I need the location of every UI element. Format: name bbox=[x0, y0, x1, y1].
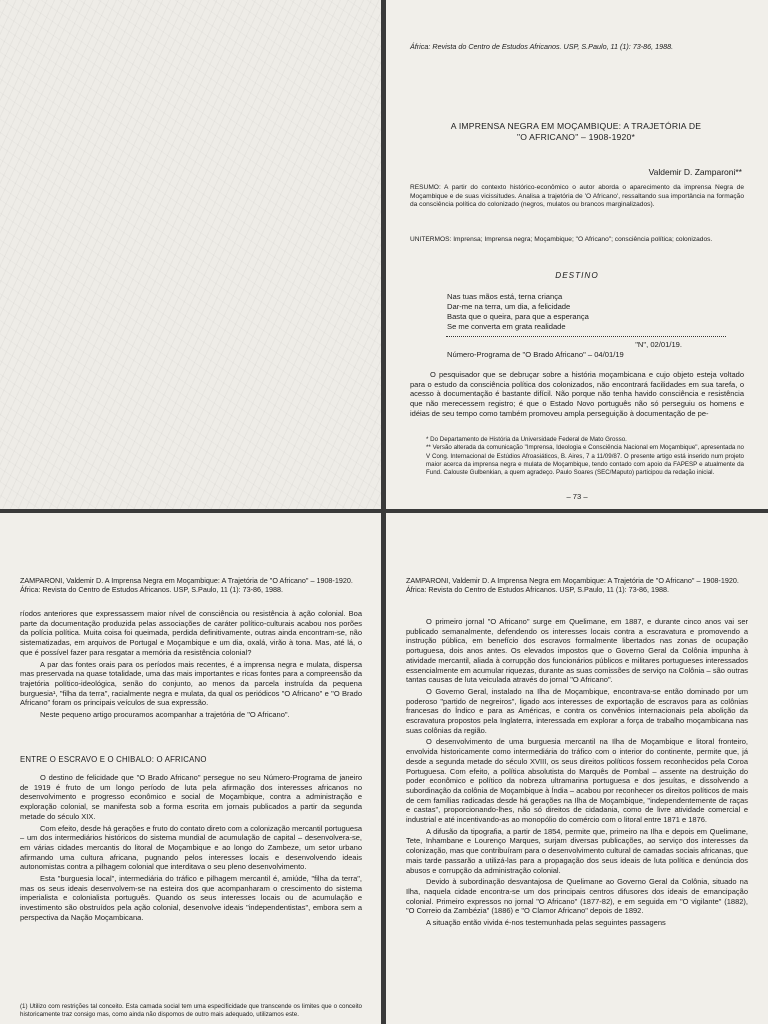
running-head-journal: África: bbox=[410, 42, 431, 51]
footnote: ** Versão alterada da comunicação "Imprensa, Ideologia e Consciência Nacional em Moçambique", apresentada no V Cong. Internacional de Estúdios Afroasiáticos, B. Aires, 7 a 11/09/87. O presente artigo está inserido num projeto maior acerca da imprensa negra e mulata de Moçambique, tendo contado com apoio da FAPESP e atualmente da Fund. Calouste Gulbenkian, a quem agradeço. Paulo Soares (SEC/Maputo) participou da redação inicial. bbox=[426, 444, 744, 477]
poem-line: Se me converta em grata realidade bbox=[447, 322, 566, 331]
footnotes bbox=[410, 436, 744, 477]
author: Valdemir D. Zamparoni** bbox=[648, 167, 742, 177]
paragraph: O primeiro jornal "O Africano" surge em Quelimane, em 1887, e durante cinco anos vai ser publicado semanalmente, defendendo os interesses locais contra a escravatura e promovendo a instrução pública, em benefício dos escravos formalmente libertados nas zonas de ocupação portuguesa, dois anos antes. Os elevados impostos que o Governo Geral da Colônia impunha à atividade mercantil, aliada à corrupção dos funcionários públicos e militares portugueses interessados essencialmente em acumular riquezas, durante as suas comissões de serviço na Colônia – são outras tantas causas de luta veiculada através do jornal "O Africano". bbox=[406, 617, 748, 685]
paragraph: O desenvolvimento de uma burguesia mercantil na Ilha de Moçambique e litoral fronteiro, envolvida historicamente como intermediária do tráfico com o interior do continente, permite que, já desde a segunda metade do século XVIII, os seus direitos políticos fossem reconhecidos pela Coroa Portuguesa. Com efeito, a política absolutista do Marquês de Pombal – assente na destruição do poder econômico e político da nobreza ultramarina portuguesa e dos jesuítas, e dissolvendo a subordinação da colônia de Moçambique à Índia – acabou por reconhecer os direitos políticos de mais de cem famílias radicadas desde há gerações na Ilha de Moçambique, "independentemente de raças e castas", proporcionando-lhes, não só direitos de cidadania, como de livre atividade comercial e industrial e até incentivando-as ao monopólio do comércio com o litoral entre 1871 e 1876. bbox=[406, 737, 748, 825]
poem-line: Nas tuas mãos está, terna criança bbox=[447, 292, 563, 301]
page-74 bbox=[0, 513, 381, 1024]
paragraph: Devido à subordinação desvantajosa de Quelimane ao Governo Geral da Colônia, situado na Ilha, naquela cidade encontra-se um dos principais centros difusores dos ideais de emancipação colonial. Primeiro expressos no jornal "O Africano" (1877-82), e em seguida em "O vigilante" (1882), "O Correio da Zambézia" (1886) e "O Clamor Africano" depois de 1892. bbox=[406, 877, 748, 916]
running-head: ZAMPARONI, Valdemir D. A Imprensa Negra em Moçambique: A Trajetória de "O Africano" – 1908-1920. África: Revista do Centro de Estudos Africanos. USP, S.Paulo, 11 (1): 73-86, 1988. bbox=[20, 576, 353, 594]
blank-page bbox=[0, 0, 381, 509]
paragraph: O destino de felicidade que "O Brado Africano" persegue no seu Número-Programa de janeiro de 1919 é fruto de um longo período de luta pela afirmação dos interesses africanos no desenvolvimento e progresso econômico e social de Moçambique, contra a administração e exploração colonial, se manifesta sob a forma escrita em jornais publicados a partir da segunda metade do século XIX. bbox=[20, 773, 362, 821]
footnote: (1) Utilizo com restrições tal conceito. Esta camada social tem uma especificidade que transcende os limites que o conceito historicamente traz consigo mas, como ainda não dispomos de outro mais adequado, utilizamos este. bbox=[20, 1003, 362, 1019]
paragraph: A situação então vivida é-nos testemunhada pelas seguintes passagens bbox=[426, 918, 666, 928]
paragraph: ríodos anteriores que expressassem maior nível de consciência ou resistência à ação colonial. Boa parte da documentação produzida pelas associações de caráter político-culturais acabou nos porões da polícia política. Muita coisa foi queimada, perdida definitivamente, outras ainda encontram-se, não sistematizadas, em arquivos de Portugal e Moçambique e um dia, oxalá, virão à tona. Mas, até lá, o que é possível fazer para resgatar a memória da resistência colonial? bbox=[20, 609, 362, 657]
body-text-2 bbox=[20, 773, 362, 925]
paragraph: O Governo Geral, instalado na Ilha de Moçambique, encontrava-se então dominado por um poderoso "partido de negreiros", ligado aos interesses de exportação de escravos para as colônias francesas do Índico e para as Américas, e contra os convênios internacionais pela abolição da escravatura propostos pela Inglaterra, interessada em explorar a força de trabalho moçambicana nas suas colônias da região. bbox=[406, 686, 748, 735]
paragraph: Esta "burguesia local", intermediária do tráfico e pilhagem mercantil é, amiúde, "filha da terra", mas os seus ideais desenvolvem-se na esteira dos que acompanharam o crescimento do sistema imperialista e colonialista português. Quando os seus interesses locais ou de acumulação e investimento são obstruídos pela ação colonial, desenvolve ideais "independentistas", embora sem a perspectiva da Nação Moçambicana. bbox=[20, 874, 362, 922]
section-heading: ENTRE O ESCRAVO E O CHIBALO: O AFRICANO bbox=[20, 755, 207, 764]
epigraph-title: DESTINO bbox=[555, 271, 599, 280]
epigraph-poem bbox=[447, 292, 707, 332]
page-75 bbox=[386, 513, 768, 1024]
article-title-line-1: A IMPRENSA NEGRA EM MOÇAMBIQUE: A TRAJETÓRIA DE bbox=[450, 121, 702, 131]
body-text bbox=[406, 617, 748, 930]
page-number: – 73 – bbox=[566, 492, 588, 501]
article-title bbox=[426, 121, 726, 142]
running-head-text: Revista do Centro de Estudos Africanos. USP, S.Paulo, 11 (1): 73-86, 1988. bbox=[432, 42, 674, 51]
paragraph: A par das fontes orais para os períodos mais recentes, é a imprensa negra e mulata, dispersa mas preservada na quase totalidade, uma das mais importantes e ricas fontes para a compreensão da trajetória político-ideológica, senão do conjunto, ao menos da parcela instruída da pequena burguesia¹, "filha da terra", racialmente negra e mulata, da qual os periódicos "O Africano" e "O Brado Africano" foram os principais veículos de sua expressão. bbox=[20, 659, 362, 708]
article-title-line-2: "O AFRICANO" – 1908-1920* bbox=[516, 131, 636, 142]
paragraph: Neste pequeno artigo procuramos acompanhar a trajetória de "O Africano". bbox=[40, 710, 290, 720]
page-73 bbox=[386, 0, 768, 509]
opening-paragraph bbox=[410, 370, 744, 421]
keywords: UNITERMOS: Imprensa; Imprensa negra; Moçambique; "O Africano"; consciência política; colonizados. bbox=[410, 236, 713, 243]
footnote: * Do Departamento de História da Universidade Federal de Mato Grosso. bbox=[426, 436, 627, 443]
abstract: RESUMO: A partir do contexto histórico-econômico o autor aborda o aparecimento da imprensa Negra de Moçambique e de suas vicissitudes. Analisa a trajetória de 'O Africano', ressaltando sua importância na formação da consciência política do colonizado (negros, mulatos ou brancos marginalizados). bbox=[410, 184, 744, 209]
running-head: ZAMPARONI, Valdemir D. A Imprensa Negra em Moçambique: A Trajetória de "O Africano" – 1908-1920. África: Revista do Centro de Estudos Africanos. USP, S.Paulo, 11 (1): 73-86, 1988. bbox=[406, 576, 739, 594]
poem-line: Basta que o queira, para que a esperança bbox=[447, 312, 589, 321]
paragraph: Com efeito, desde há gerações e fruto do contato direto com a colonização mercantil portuguesa – um dos intermediários históricos do sistema mundial de acumulação de capital – desenvolvera-se, em várias cidades mercantis do litoral de Moçambique e ao longo do Zambeze, um setor urbano afirmando uma cultura africana, pugnando pelos interesses locais e desenvolvendo ideais autonomistas contra a pilhagem colonial que interditava o seu pleno desenvolvimento. bbox=[20, 823, 362, 872]
poem-source-1: "N", 02/01/19. bbox=[635, 340, 682, 349]
paragraph: O pesquisador que se debruçar sobre a história moçambicana e cujo objeto esteja voltado para o estudo da consciência política dos colonizados, não encontrará facilidades em sua tarefa, o acesso à documentação é bastante difícil. Não porque não tenha havido consciência e resistência que não merecessem registro; é que o Estado Novo português não só perseguiu os homens e idéias de seu tempo como também promoveu ampla perseguição à documentação de pe- bbox=[410, 370, 744, 418]
poem-source-2: Número-Programa de "O Brado Africano" – 04/01/19 bbox=[447, 350, 624, 359]
running-head bbox=[410, 42, 750, 51]
paragraph: A difusão da tipografia, a partir de 1854, permite que, primeiro na Ilha e depois em Quelimane, Tete, Inhambane e Lourenço Marques, surjam diversas publicações, ao serviço dos interesses da colonização, mas que contribuíram para o desenvolvimento cultural de camadas sociais africanas, que mais tarde passarão a utilizá-las para a propagação dos seus ideais de luta política e denúncia dos abusos e corrupção da administração colonial. bbox=[406, 826, 748, 875]
body-text bbox=[20, 609, 362, 722]
poem-line: Dar-me na terra, um dia, a felicidade bbox=[447, 302, 571, 311]
dotted-rule bbox=[446, 336, 726, 337]
